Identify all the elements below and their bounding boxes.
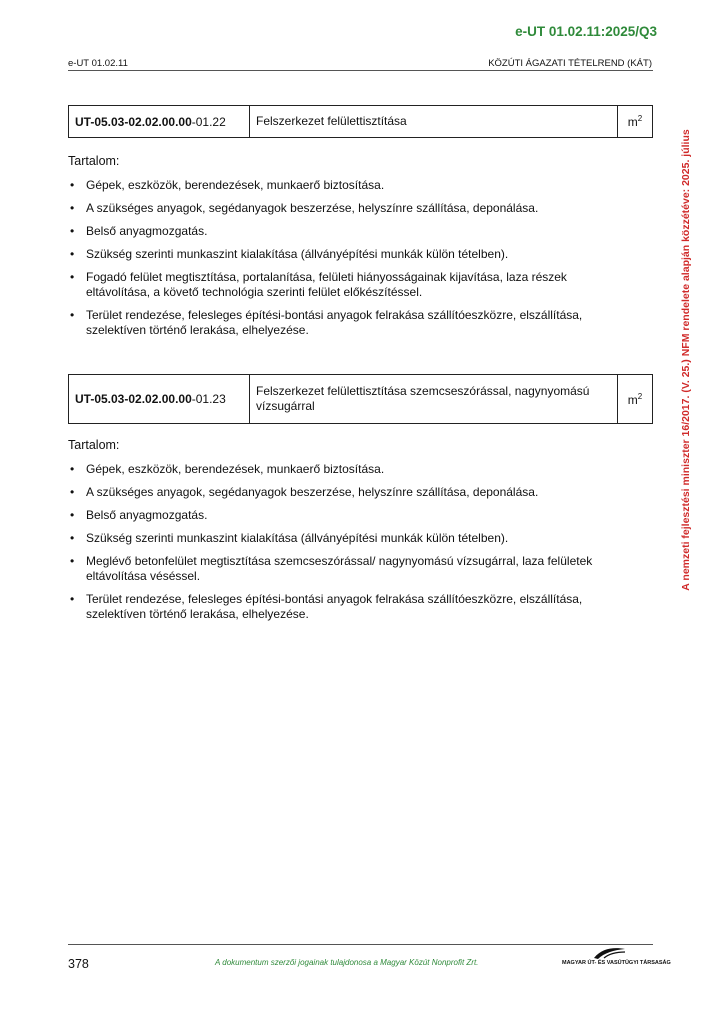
header-right: KÖZÚTI ÁGAZATI TÉTELREND (KÁT): [488, 58, 652, 69]
item-code: [69, 106, 250, 138]
item-description: Felszerkezet felülettisztítása szemcseszórással, nagynyomású vízsugárral: [250, 375, 618, 424]
list-item: • Szükség szerinti munkaszint kialakítása (állványépítési munkák külön tételben).: [68, 247, 628, 262]
unit-base: m: [627, 115, 638, 129]
list-item: • Meglévő betonfelület megtisztítása szemcseszórással/ nagynyomású vízsugárral, laza felületek eltávolítása véséssel.: [68, 554, 628, 584]
item-unit: [618, 106, 653, 138]
list-item: • Terület rendezése, felesleges építési-bontási anyagok felrakása szállítóeszközre, elszállítása, szelektíven történő lerakása, elhelyezése.: [68, 592, 628, 622]
side-note-text: A nemzeti fejlesztési miniszter 16/2017. (V. 25.) NFM rendelete alapján közzétéve: 2025. július: [680, 129, 692, 591]
item-unit: [618, 375, 653, 424]
unit-exponent: 2: [637, 114, 643, 123]
item-row: [69, 375, 653, 424]
tartalom-label-2: Tartalom:: [68, 438, 120, 452]
item-code-main: UT-05.03-02.02.00.00: [75, 114, 192, 129]
list-item: • Belső anyagmozgatás.: [68, 508, 628, 523]
list-item: • Belső anyagmozgatás.: [68, 224, 628, 239]
header-divider: [68, 70, 653, 71]
item-code-main: UT-05.03-02.02.00.00: [75, 392, 192, 406]
item-code: [69, 375, 250, 424]
unit-base: m: [627, 392, 638, 407]
list-item: • Fogadó felület megtisztítása, portalanítása, felületi hiányosságainak kijavítása, laza részek eltávolítása, a követő technológia szerinti felület előkészítéssel.: [68, 270, 628, 300]
copyright-notice: A dokumentum szerzői jogainak tulajdonosa a Magyar Közút Nonprofit Zrt.: [215, 958, 479, 967]
item-description: Felszerkezet felülettisztítása: [250, 106, 618, 138]
list-item: • Szükség szerinti munkaszint kialakítása (állványépítési munkák külön tételben).: [68, 531, 628, 546]
content-list-2: [68, 462, 628, 630]
item-code-suffix: -01.22: [191, 114, 226, 129]
logo-text: MAGYAR ÚT- ÉS VASÚTÜGYI TÁRSASÁG: [562, 960, 671, 966]
footer-divider: [68, 944, 653, 945]
header-left: e-UT 01.02.11: [68, 58, 128, 69]
unit-exponent: 2: [637, 391, 643, 401]
document-id: e-UT 01.02.11:2025/Q3: [515, 24, 657, 39]
road-swoosh-icon: [592, 946, 626, 960]
list-item: • Terület rendezése, felesleges építési-bontási anyagok felrakása szállítóeszközre, elszállítása, szelektíven történő lerakása, elhelyezése.: [68, 308, 628, 338]
page-number: 378: [68, 957, 89, 971]
list-item: • Gépek, eszközök, berendezések, munkaerő biztosítása.: [68, 178, 628, 193]
item-table-1: [68, 105, 653, 138]
tartalom-label-1: Tartalom:: [68, 154, 120, 168]
item-code-suffix: -01.23: [191, 392, 226, 406]
list-item: • A szükséges anyagok, segédanyagok beszerzése, helyszínre szállítása, deponálása.: [68, 485, 628, 500]
item-table-2: [68, 374, 653, 424]
item-row: [69, 106, 653, 138]
list-item: • A szükséges anyagok, segédanyagok beszerzése, helyszínre szállítása, deponálása.: [68, 201, 628, 216]
list-item: • Gépek, eszközök, berendezések, munkaerő biztosítása.: [68, 462, 628, 477]
publisher-logo: [562, 946, 671, 972]
content-list-1: [68, 178, 628, 346]
